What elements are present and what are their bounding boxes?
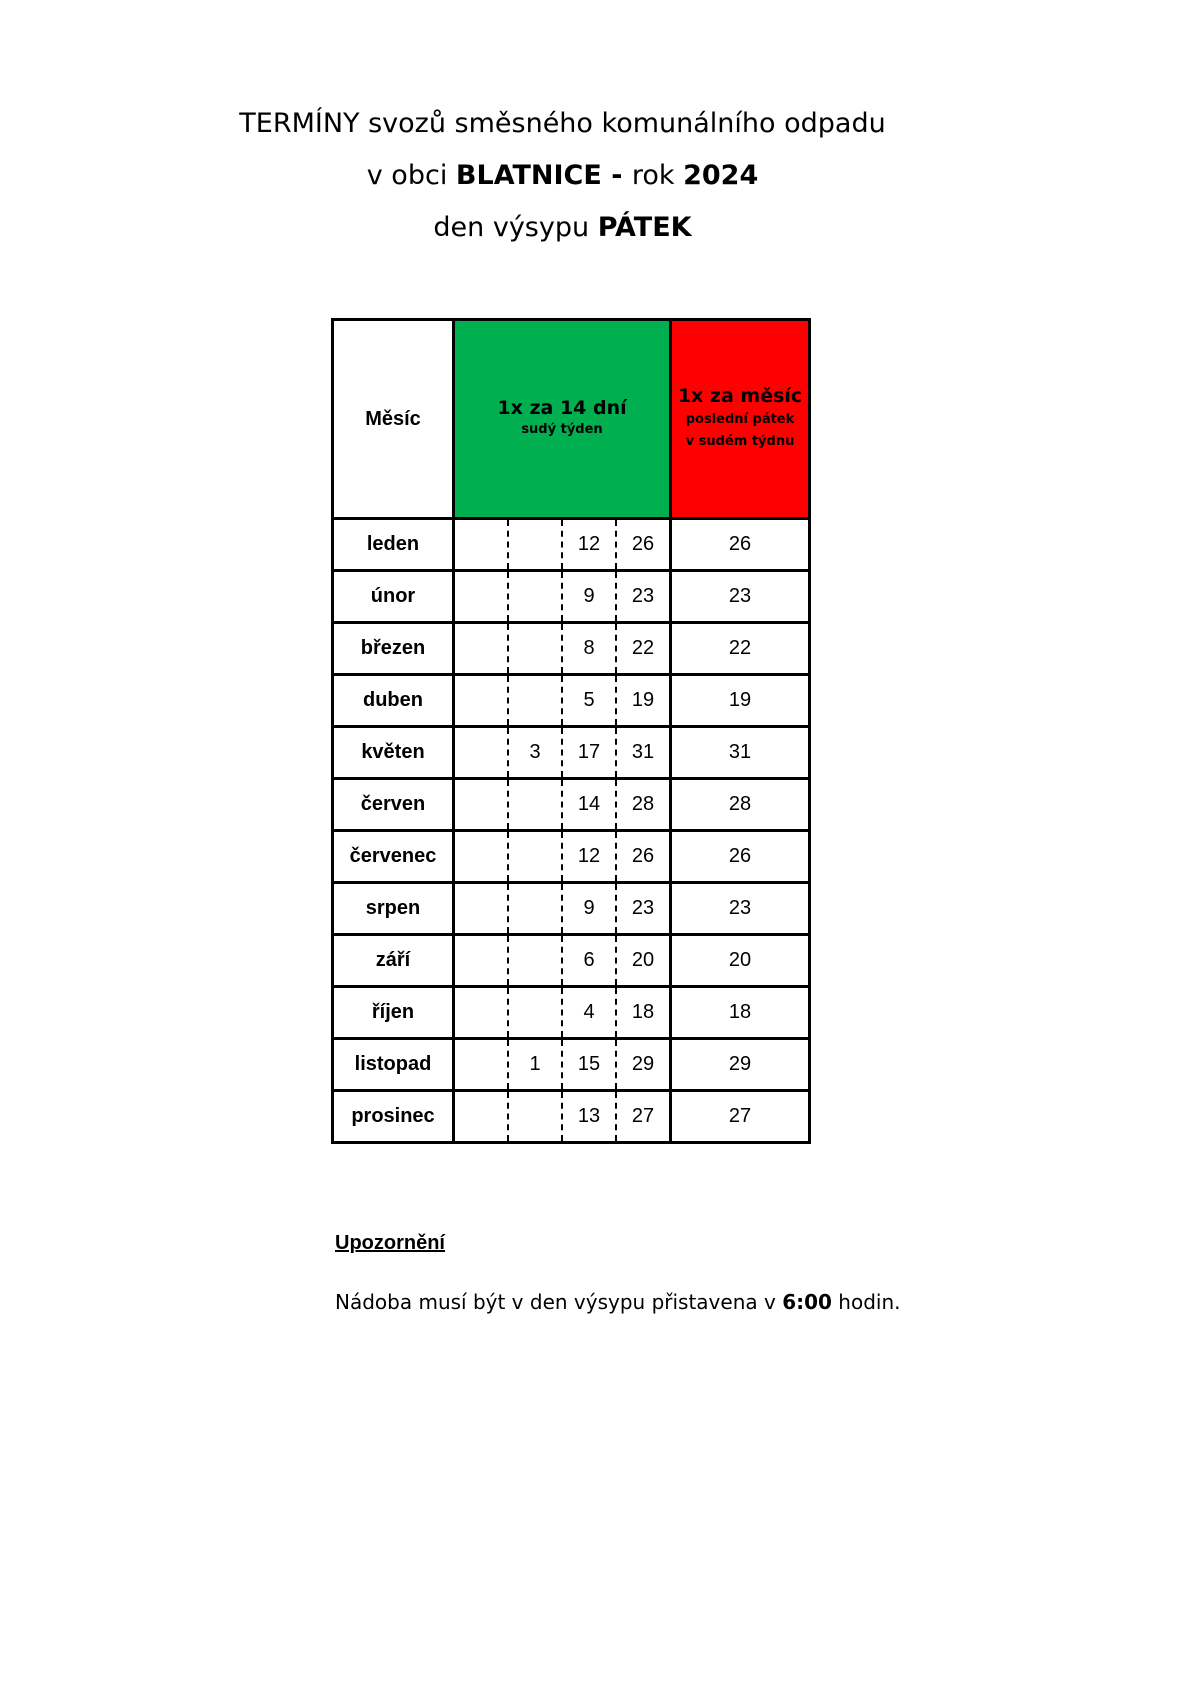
day-cell-2 [508, 675, 562, 727]
day-cell-3: 12 [562, 831, 616, 883]
day-cell-1 [454, 519, 509, 571]
day-cell-3: 15 [562, 1039, 616, 1091]
monthly-cell: 19 [671, 675, 810, 727]
table-row [333, 987, 810, 1039]
day-cell-1 [454, 1091, 509, 1143]
monthly-cell: 28 [671, 779, 810, 831]
monthly-cell: 27 [728, 1105, 752, 1127]
day-cell-2 [508, 883, 562, 935]
day-cell-1 [454, 727, 509, 779]
monthly-cell: 26 [671, 831, 810, 883]
day-cell-2 [508, 519, 562, 571]
header-monthly-sub1: poslední pátek [685, 412, 795, 427]
day-cell-1 [454, 883, 509, 935]
month-cell: červen [333, 779, 454, 831]
monthly-cell: 20 [671, 935, 810, 987]
table-header-row [333, 320, 810, 519]
day-cell-1 [454, 675, 509, 727]
day-cell-4: 26 [616, 519, 671, 571]
table-row [333, 519, 810, 571]
day-cell-2 [508, 1091, 562, 1143]
day-cell-4: 27 [616, 1091, 671, 1143]
day-cell-4: 26 [616, 831, 671, 883]
table-row [333, 883, 810, 935]
title-rok: rok [631, 160, 684, 191]
month-cell: květen [333, 727, 454, 779]
header-monthly-sub2: v sudém týdnu [685, 434, 795, 449]
day-cell-4: 23 [616, 883, 671, 935]
title-line-1: TERMÍNY svozů směsného komunálního odpadu [239, 108, 886, 139]
month-cell: leden [333, 519, 454, 571]
table-row [333, 727, 810, 779]
month-cell: duben [333, 675, 454, 727]
notice-suffix: hodin. [831, 1290, 901, 1314]
day-cell-1 [454, 1039, 509, 1091]
day-cell-2 [508, 935, 562, 987]
month-cell: prosinec [333, 1091, 454, 1143]
day-cell-1 [454, 571, 509, 623]
day-cell-3: 12 [562, 519, 616, 571]
table-body [333, 519, 810, 1143]
day-cell-4: 22 [616, 623, 671, 675]
monthly-cell: 31 [671, 727, 810, 779]
day-cell-3: 4 [562, 987, 616, 1039]
title-line-2 [230, 150, 895, 202]
header-biweekly-title: 1x za 14 dní [497, 397, 627, 419]
table-row [333, 779, 810, 831]
table-row [333, 831, 810, 883]
day-cell-1 [454, 987, 509, 1039]
month-cell: únor [333, 571, 454, 623]
day-cell-3: 8 [562, 623, 616, 675]
day-cell-4: 20 [616, 935, 671, 987]
title-year: 2024 [683, 160, 759, 191]
monthly-cell: 23 [671, 883, 810, 935]
day-cell-1 [454, 779, 509, 831]
day-cell-2: 1 [508, 1039, 562, 1091]
month-cell: říjen [333, 987, 454, 1039]
header-biweekly-sub: sudý týden [521, 422, 603, 437]
table-row [333, 571, 810, 623]
day-cell-4: 18 [616, 987, 671, 1039]
day-cell-3: 17 [562, 727, 616, 779]
day-cell-2 [508, 987, 562, 1039]
notice-heading: Upozornění [335, 1232, 445, 1254]
month-cell: červenec [333, 831, 454, 883]
notice-prefix: Nádoba musí být v den výsypu přistavena v [335, 1290, 783, 1314]
day-cell-1 [454, 935, 509, 987]
notice-time: 6:00 [782, 1290, 832, 1314]
month-cell: srpen [333, 883, 454, 935]
day-cell-2 [508, 571, 562, 623]
day-cell-4: 29 [616, 1039, 671, 1091]
monthly-cell: 26 [671, 519, 810, 571]
title-line-3 [230, 202, 895, 254]
month-cell: září [333, 935, 454, 987]
monthly-cell: 22 [671, 623, 810, 675]
header-monthly [671, 320, 810, 519]
table-row [333, 935, 810, 987]
day-cell-3: 13 [562, 1091, 616, 1143]
table-row [333, 623, 810, 675]
collection-schedule-table [331, 318, 811, 1144]
day-cell-2: 3 [508, 727, 562, 779]
monthly-cell: 29 [671, 1039, 810, 1091]
monthly-cell: 23 [671, 571, 810, 623]
notice-text [335, 1290, 901, 1314]
table-row [333, 675, 810, 727]
day-cell-2 [508, 623, 562, 675]
day-cell-3: 6 [562, 935, 616, 987]
day-cell-1 [454, 623, 509, 675]
title-day: PÁTEK [597, 212, 692, 243]
month-cell: listopad [333, 1039, 454, 1091]
day-cell-4: 19 [616, 675, 671, 727]
day-cell-4: 23 [616, 571, 671, 623]
day-cell-3: 9 [562, 883, 616, 935]
table-row [333, 1039, 810, 1091]
day-cell-2 [508, 831, 562, 883]
month-cell: březen [333, 623, 454, 675]
title-separator: - [601, 160, 632, 191]
title-prefix: v obci [366, 160, 456, 191]
day-cell-2 [508, 779, 562, 831]
header-biweekly [454, 320, 671, 519]
header-monthly-title: 1x za měsíc [677, 385, 803, 407]
day-cell-4: 28 [616, 779, 671, 831]
monthly-cell: 18 [671, 987, 810, 1039]
day-cell-3: 9 [562, 571, 616, 623]
title-day-prefix: den výsypu [433, 212, 598, 243]
day-cell-3: 5 [562, 675, 616, 727]
document-title [230, 98, 895, 254]
table-row [333, 1091, 810, 1143]
title-place: BLATNICE [455, 160, 602, 191]
day-cell-1 [454, 831, 509, 883]
header-month: Měsíc [333, 320, 454, 519]
day-cell-3: 14 [562, 779, 616, 831]
day-cell-4: 31 [616, 727, 671, 779]
